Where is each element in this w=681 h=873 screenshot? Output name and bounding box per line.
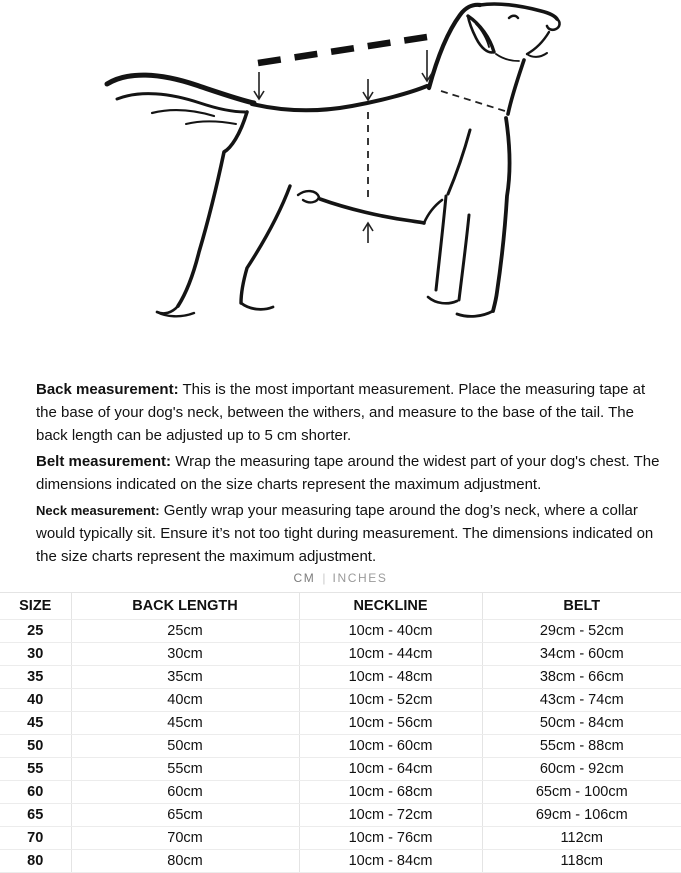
unit-toggle-cm[interactable]: CM: [293, 571, 316, 585]
column-header-size: SIZE: [0, 593, 71, 620]
table-row: [0, 804, 681, 827]
table-row: [0, 827, 681, 850]
size-cell: 50: [0, 735, 71, 758]
back-length-cell: 55cm: [71, 758, 299, 781]
size-chart-table: [0, 592, 681, 873]
belt-cell: 43cm - 74cm: [482, 689, 681, 712]
neckline-cell: 10cm - 60cm: [299, 735, 482, 758]
neck-measurement-label: Neck measurement:: [36, 503, 160, 518]
back-measurement-label: Back measurement:: [36, 381, 179, 398]
back-measurement-text: This is the most important measurement. Place the measuring tape at the base of your dog's neck, between the withers, and measure to the base of the tail. The back length can be adjusted up to 5 cm shorter.: [36, 381, 646, 444]
neckline-cell: 10cm - 84cm: [299, 850, 482, 873]
size-cell: 60: [0, 781, 71, 804]
table-row: [0, 850, 681, 873]
back-length-cell: 40cm: [71, 689, 299, 712]
belt-cell: 55cm - 88cm: [482, 735, 681, 758]
table-row: [0, 735, 681, 758]
size-cell: 40: [0, 689, 71, 712]
table-row: [0, 781, 681, 804]
column-header-back-length: BACK LENGTH: [71, 593, 299, 620]
belt-cell: 69cm - 106cm: [482, 804, 681, 827]
size-cell: 25: [0, 620, 71, 643]
back-measurement-paragraph: [36, 378, 660, 447]
neckline-cell: 10cm - 48cm: [299, 666, 482, 689]
back-length-cell: 70cm: [71, 827, 299, 850]
neckline-cell: 10cm - 56cm: [299, 712, 482, 735]
size-cell: 65: [0, 804, 71, 827]
measurement-instructions: [36, 378, 660, 568]
belt-cell: 29cm - 52cm: [482, 620, 681, 643]
back-length-cell: 25cm: [71, 620, 299, 643]
size-cell: 35: [0, 666, 71, 689]
size-cell: 80: [0, 850, 71, 873]
size-cell: 55: [0, 758, 71, 781]
column-header-neckline: NECKLINE: [299, 593, 482, 620]
neck-measurement-paragraph: [36, 499, 660, 568]
size-cell: 45: [0, 712, 71, 735]
belt-measurement-label: Belt measurement:: [36, 453, 172, 470]
belt-cell: 38cm - 66cm: [482, 666, 681, 689]
table-row: [0, 712, 681, 735]
table-row: [0, 643, 681, 666]
neckline-cell: 10cm - 40cm: [299, 620, 482, 643]
size-cell: 30: [0, 643, 71, 666]
table-row: [0, 689, 681, 712]
mid-back-arrow-icon: [363, 79, 373, 100]
belly-arrow-icon: [363, 223, 373, 243]
back-length-cell: 65cm: [71, 804, 299, 827]
unit-toggle-inches[interactable]: INCHES: [332, 571, 388, 585]
belt-cell: 34cm - 60cm: [482, 643, 681, 666]
belt-cell: 118cm: [482, 850, 681, 873]
column-header-belt: BELT: [482, 593, 681, 620]
neckline-cell: 10cm - 52cm: [299, 689, 482, 712]
table-row: [0, 666, 681, 689]
back-length-cell: 80cm: [71, 850, 299, 873]
tail-base-arrow-icon: [254, 72, 264, 99]
back-length-cell: 45cm: [71, 712, 299, 735]
belt-measurement-text: Wrap the measuring tape around the widest part of your dog's chest. The dimensions indicated on the size charts represent the maximum adjustment.: [36, 453, 660, 493]
back-length-dashed-line: [258, 37, 427, 63]
table-row: [0, 620, 681, 643]
table-row: [0, 758, 681, 781]
neckline-cell: 10cm - 72cm: [299, 804, 482, 827]
back-length-cell: 50cm: [71, 735, 299, 758]
belt-cell: 112cm: [482, 827, 681, 850]
size-cell: 70: [0, 827, 71, 850]
belt-cell: 60cm - 92cm: [482, 758, 681, 781]
belt-cell: 50cm - 84cm: [482, 712, 681, 735]
neckline-cell: 10cm - 44cm: [299, 643, 482, 666]
neckline-cell: 10cm - 64cm: [299, 758, 482, 781]
neckline-cell: 10cm - 76cm: [299, 827, 482, 850]
neck-dashed-line: [441, 91, 508, 112]
back-length-cell: 60cm: [71, 781, 299, 804]
unit-toggle: [0, 571, 681, 585]
unit-toggle-divider: |: [322, 571, 326, 585]
back-length-cell: 35cm: [71, 666, 299, 689]
neck-measurement-text: Gently wrap your measuring tape around the dog’s neck, where a collar would typically sit. Ensure it’s not too tight during measurement. The dimensions indicated on the size charts represent the maximum adjustment.: [36, 502, 654, 565]
belt-measurement-paragraph: [36, 450, 660, 496]
dog-measurement-illustration: [0, 0, 681, 368]
back-length-cell: 30cm: [71, 643, 299, 666]
neckline-cell: 10cm - 68cm: [299, 781, 482, 804]
belt-cell: 65cm - 100cm: [482, 781, 681, 804]
table-header-row: [0, 593, 681, 620]
withers-arrow-icon: [422, 50, 432, 81]
